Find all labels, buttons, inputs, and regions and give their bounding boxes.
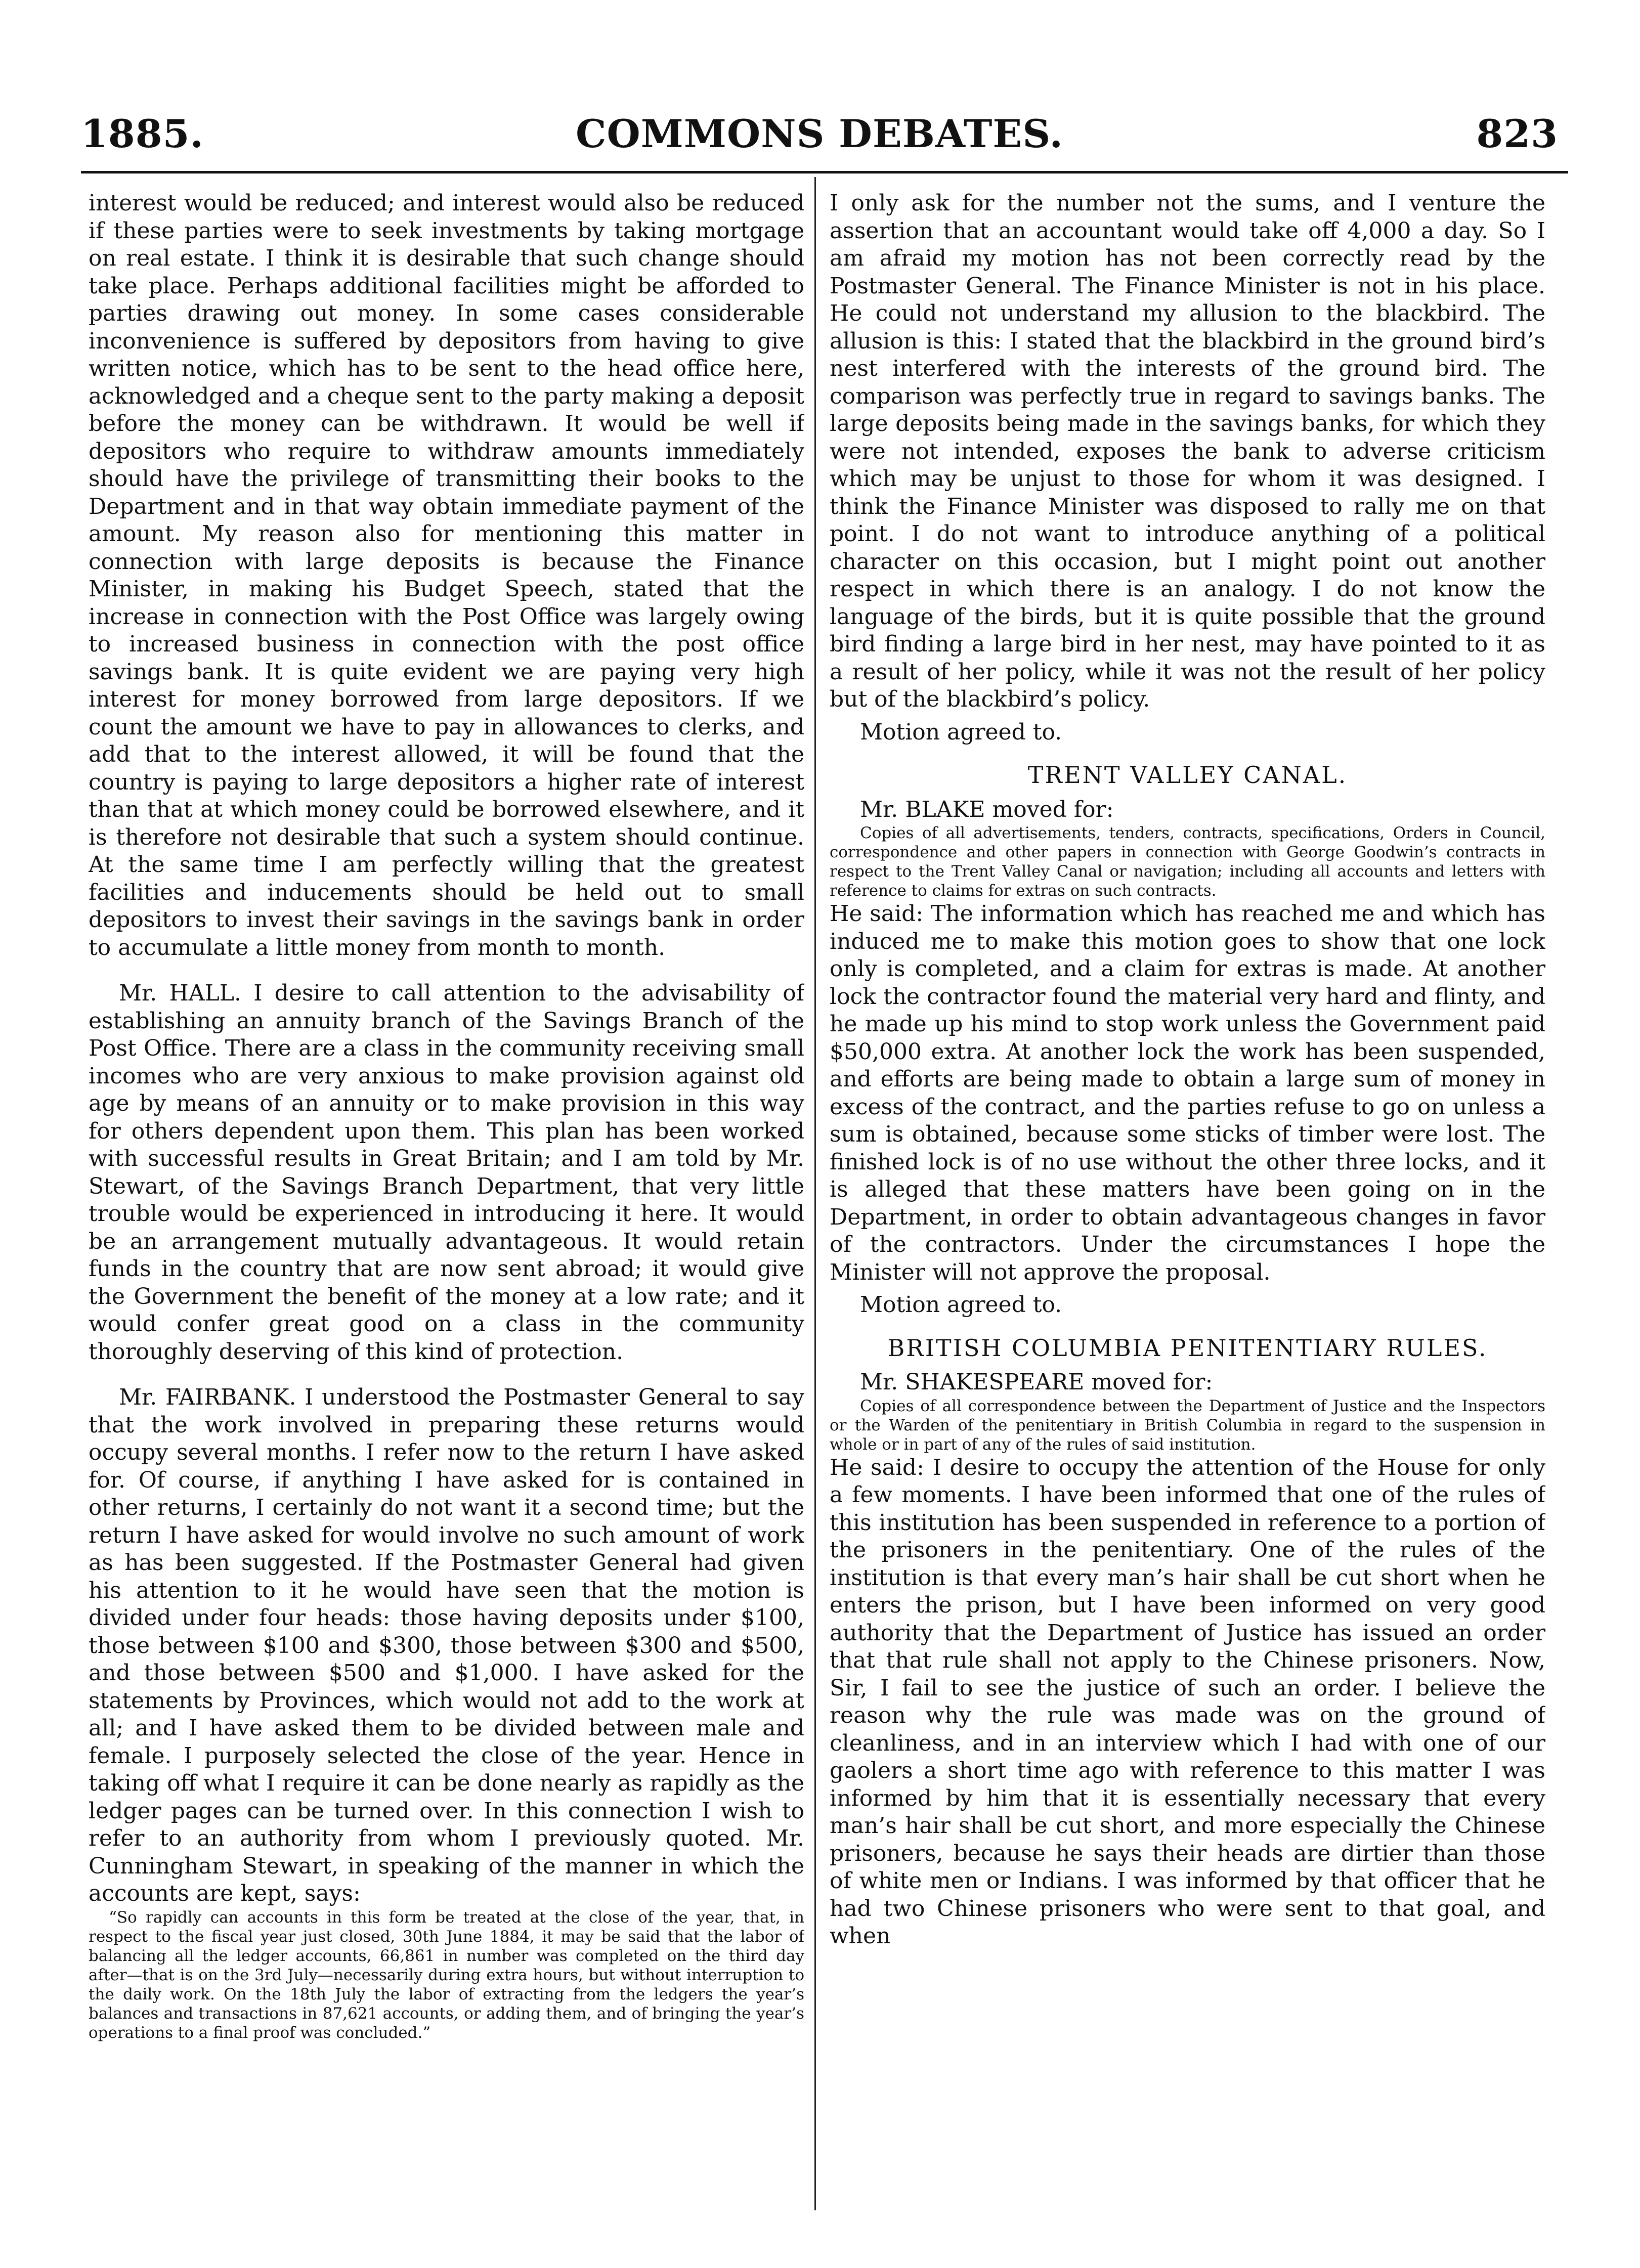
moved-for-blake: Mr. BLAKE moved for: <box>860 796 1114 822</box>
heading-trent-valley-canal: TRENT VALLEY CANAL. <box>1027 761 1348 789</box>
column-divider <box>814 177 816 2210</box>
motion-text-blake: Copies of all advertisements, tenders, contracts, specifications, Orders in Council, correspondence and other papers in connection with George Goodwin’s contracts in respect to the Trent Valley Canal or navigation; including all accounts and letters with reference to claims for extras on such contracts. <box>830 824 1545 900</box>
left-quote: “So rapidly can accounts in this form be treated at the close of the year, that, in respect to the fiscal year just closed, 30th June 1884, it may be said that the labor of balancing all the ledger accounts, 66,861 in number was completed on the third day after—that is on the 3rd July—necessarily during extra hours, but without interruption to the daily work. On the 18th July the labor of extracting from the ledgers the year’s balances and transactions in 87,621 accounts, or adding them, and of bringing the year’s operations to a final proof was concluded.” <box>89 1908 804 2042</box>
left-column <box>89 190 804 2203</box>
right-paragraph-2: He said: The information which has reached me and which has induced me to make this motion goes to show that one lock only is completed, and a claim for extras is made. At another lock the contractor found the material very hard and flinty, and he made up his mind to stop work unless the Government paid $50,000 extra. At another lock the work has been suspended, and efforts are being made to obtain a large sum of money in excess of the contract, and the parties refuse to go on unless a sum is obtained, because some sticks of timber were lost. The finished lock is of no use without the other three locks, and it is alleged that these matters have been going on in the Department, in order to obtain advantageous changes in favor of the contractors. Under the circumstances I hope the Minister will not approve the proposal. <box>830 901 1545 1285</box>
header-year: 1885. <box>81 111 204 156</box>
moved-for-shakespeare: Mr. SHAKESPEARE moved for: <box>860 1369 1213 1395</box>
right-column <box>830 190 1545 2203</box>
page-header <box>81 109 1558 164</box>
header-rule <box>81 171 1568 173</box>
left-paragraph-hall: Mr. HALL. I desire to call attention to the advisability of establishing an annuity branch of the Savings Branch of the Post Office. There are a class in the community receiving small incomes who are very anxious to make provision against old age by means of an annuity or to make provision in this way for others dependent upon them. This plan has been worked with successful results in Great Britain; and I am told by Mr. Stewart, of the Savings Branch Department, that very little trouble would be experienced in introducing it here. It would be an arrangement mutually advantageous. It would retain funds in the country that are now sent abroad; it would give the Government the benefit of the money at a low rate; and it would confer great good on a class in the community thoroughly deserving of this kind of protection. <box>89 980 804 1365</box>
header-title: COMMONS DEBATES. <box>576 111 1063 156</box>
right-paragraph-1: I only ask for the number not the sums, and I venture the assertion that an accountant would take off 4,000 a day. So I am afraid my motion has not been correctly read by the Postmaster General. The Finance Minister is not in his place. He could not understand my allusion to the blackbird. The allusion is this: I stated that the blackbird in the ground bird’s nest interfered with the interests of the ground bird. The comparison was perfectly true in regard to savings banks. The large deposits being made in the savings banks, for which they were not intended, exposes the bank to adverse criticism which may be unjust to those for whom it was designed. I think the Finance Minister was disposed to rally me on that point. I do not want to introduce anything of a political character on this occasion, but I might point out another respect in which there is an analogy. I do not know the language of the birds, but it is quite possible that the ground bird finding a large bird in her nest, may have pointed to it as a result of her policy, while it was not the result of her policy but of the blackbird’s policy. <box>830 190 1545 712</box>
left-paragraph-1: interest would be reduced; and interest would also be reduced if these parties were to seek investments by taking mortgage on real estate. I think it is desirable that such change should take place. Perhaps additional facilities might be afforded to parties drawing out money. In some cases considerable inconvenience is suffered by depositors from having to give written notice, which has to be sent to the head office here, acknowledged and a cheque sent to the party making a deposit before the money can be withdrawn. It would be well if depositors who require to withdraw amounts immediately should have the privilege of transmitting their books to the Department and in that way obtain immediate payment of the amount. My reason also for mentioning this matter in connection with large deposits is because the Finance Minister, in making his Budget Speech, stated that the increase in connection with the Post Office was largely owing to increased business in connection with the post office savings bank. It is quite evident we are paying very high interest for money borrowed from large depositors. If we count the amount we have to pay in allowances to clerks, and add that to the interest allowed, it will be found that the country is paying to large depositors a higher rate of interest than that at which money could be borrowed elsewhere, and it is therefore not desirable that such a system should continue. At the same time I am perfectly willing that the greatest facilities and inducements should be held out to small depositors to invest their savings in the savings bank in order to accumulate a little money from month to month. <box>89 190 804 961</box>
left-paragraph-fairbank: Mr. FAIRBANK. I understood the Postmaster General to say that the work involved in preparing these returns would occupy several months. I refer now to the return I have asked for. Of course, if anything I have asked for is contained in other returns, I certainly do not want it a second time; but the return I have asked for would involve no such amount of work as has been suggested. If the Postmaster General had given his attention to it he would have seen that the motion is divided under four heads: those having deposits under $100, those between $100 and $300, those between $300 and $500, and those between $500 and $1,000. I have asked for the statements by Provinces, which would not add to the work at all; and I have asked them to be divided between male and female. I purposely selected the close of the year. Hence in taking off what I require it can be done nearly as rapidly as the ledger pages can be turned over. In this connection I wish to refer to an authority from whom I previously quoted. Mr. Cunningham Stewart, in speaking of the manner in which the accounts are kept, says: <box>89 1384 804 1906</box>
motion-text-shakespeare: Copies of all correspondence between the Department of Justice and the Inspectors or the Warden of the penitentiary in British Columbia in regard to the suspension in whole or in part of any of the rules of said institution. <box>830 1397 1545 1454</box>
right-paragraph-3: He said: I desire to occupy the attention of the House for only a few moments. I have been informed that one of the rules of this institution has been suspended in reference to a portion of the prisoners in the penitentiary. One of the rules of the institution is that every man’s hair shall be cut short when he enters the prison, but I have been informed on very good authority that the Department of Justice has issued an order that that rule shall not apply to the Chinese prisoners. Now, Sir, I fail to see the justice of such an order. I believe the reason why the rule was made was on the ground of cleanliness, and in an interview which I had with one of our gaolers a short time ago with reference to this matter I was informed by him that it is essentially necessary that every man’s hair shall be cut short, and more especially the Chinese prisoners, because he says their heads are dirtier than those of white men or Indians. I was informed by that officer that he had two Chinese prisoners who were sent to that goal, and when <box>830 1454 1545 1949</box>
motion-agreed-2: Motion agreed to. <box>860 1292 1062 1318</box>
motion-agreed-1: Motion agreed to. <box>860 719 1062 745</box>
header-page-number: 823 <box>1476 111 1558 156</box>
heading-bc-penitentiary-rules: BRITISH COLUMBIA PENITENTIARY RULES. <box>887 1334 1488 1362</box>
